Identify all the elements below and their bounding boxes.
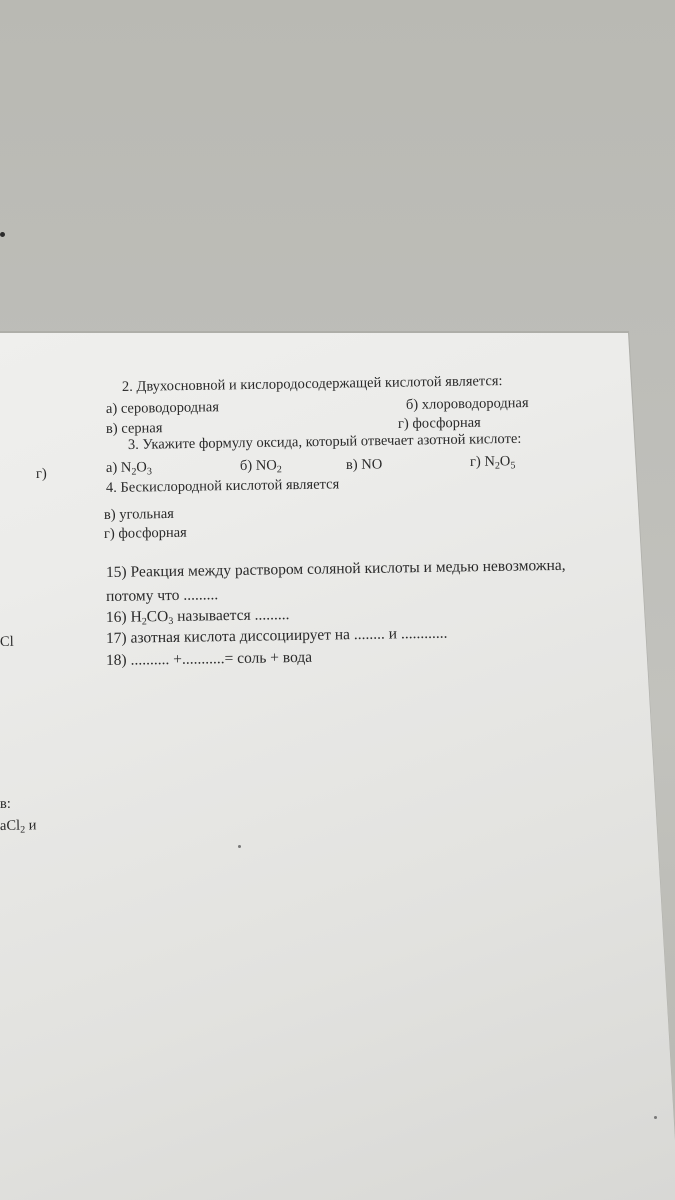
margin-acl2: aCl$_2$ и (0, 817, 37, 836)
q2-option-g: г) фосфорная (397, 414, 481, 432)
paper-speck (654, 1116, 657, 1119)
q4-option-v: в) угольная (103, 505, 175, 523)
margin-v: в: (0, 795, 11, 812)
q3-option-a: а) $N_2O_3$ (105, 459, 152, 478)
q2-option-b: б) хлороводородная (405, 395, 529, 413)
margin-cl: Cl (0, 633, 14, 650)
q3-option-b: б) $NO_2$ (239, 457, 282, 476)
q17: 17) азотная кислота диссоциирует на ........ и ............ (105, 624, 448, 647)
q4-question: 4. Бескислородной кислотой является (105, 476, 340, 496)
margin-g: г) (35, 465, 47, 482)
paper-speck (238, 845, 241, 848)
q15-line2: потому что ......... (105, 586, 219, 605)
q2-option-a: а) сероводородная (105, 399, 220, 417)
q3-question: 3. Укажите формулу оксида, который отвечает азотной кислоте: (127, 430, 522, 453)
q3-option-g: г) $N_2O_5$ (469, 453, 516, 472)
speck (0, 232, 5, 237)
q2-question: 2. Двухосновной и кислородосодержащей кислотой является: (121, 373, 503, 395)
q18: 18) .......... +...........= соль + вода (105, 648, 313, 669)
q2-option-v: в) серная (105, 420, 163, 437)
q3-option-v: в) NO (345, 456, 383, 473)
q16: 16) $H_2CO_3$ называется ......... (105, 606, 290, 628)
q4-option-g: г) фосфорная (103, 524, 187, 542)
q15-line1: 15) Реакция между раствором соляной кислоты и медью невозможна, (105, 556, 566, 581)
